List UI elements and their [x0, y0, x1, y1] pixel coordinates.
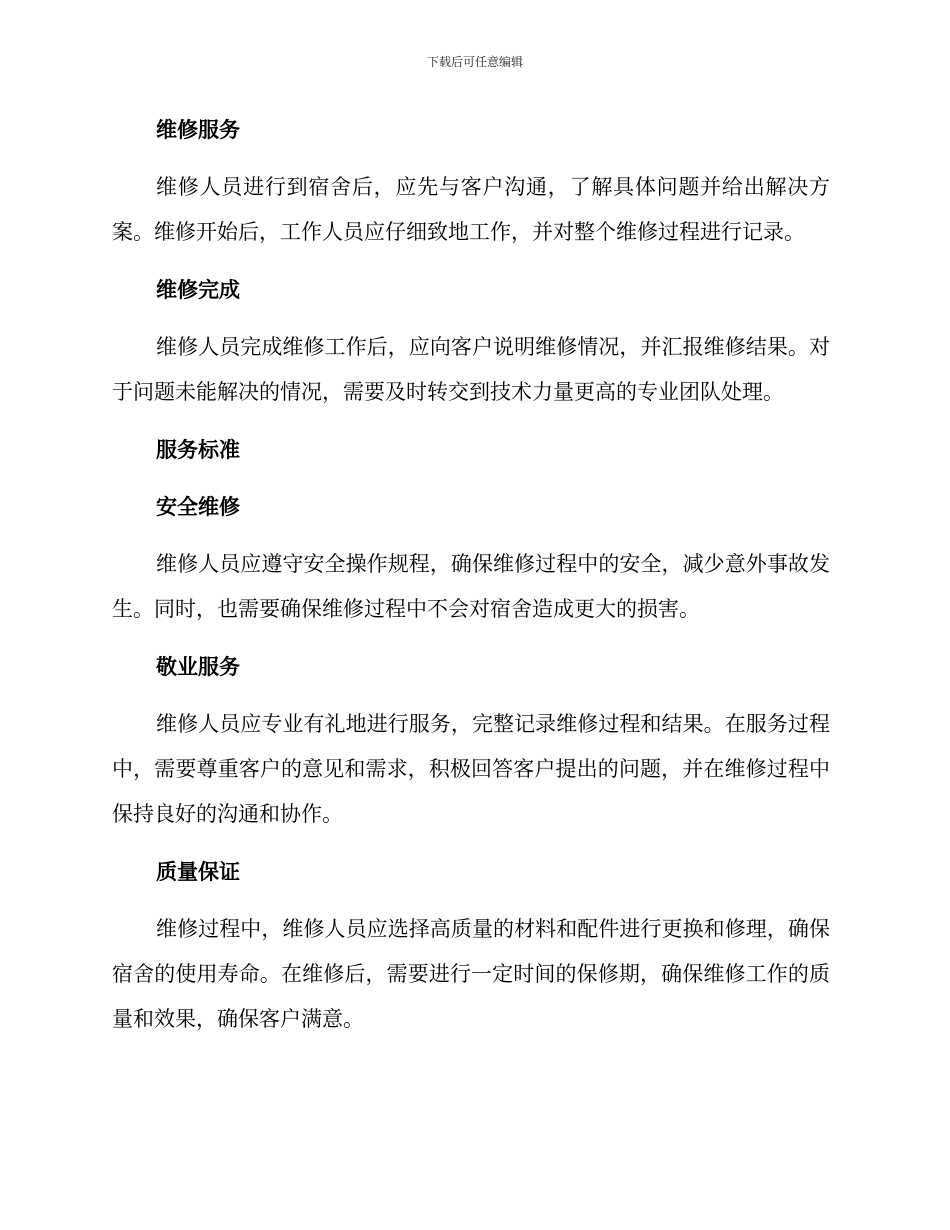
page-header: 下载后可任意编辑 [426, 55, 523, 69]
section-heading-safe-repair: 安全维修 [156, 495, 240, 519]
paragraph-safe-repair: 维修人员应遵守安全操作规程，确保维修过程中的安全，减少意外事故发生。同时，也需要确保维修过程中不会对宿舍造成更大的损害。 [112, 552, 830, 621]
section-heading-repair-service: 维修服务 [156, 118, 240, 142]
paragraph-dedicated-service: 维修人员应专业有礼地进行服务，完整记录维修过程和结果。在服务过程中，需要尊重客户的意见和需求，积极回答客户提出的问题，并在维修过程中保持良好的沟通和协作。 [112, 712, 830, 826]
section-heading-quality-assurance: 质量保证 [156, 860, 240, 884]
section-heading-service-standard: 服务标准 [156, 438, 240, 462]
paragraph-quality-assurance: 维修过程中，维修人员应选择高质量的材料和配件进行更换和修理，确保宿舍的使用寿命。在维修后，需要进行一定时间的保修期，确保维修工作的质量和效果，确保客户满意。 [112, 917, 830, 1031]
paragraph-repair-complete: 维修人员完成维修工作后，应向客户说明维修情况，并汇报维修结果。对于问题未能解决的情况，需要及时转交到技术力量更高的专业团队处理。 [112, 335, 830, 404]
paragraph-repair-service: 维修人员进行到宿舍后，应先与客户沟通，了解具体问题并给出解决方案。维修开始后，工作人员应仔细致地工作，并对整个维修过程进行记录。 [112, 175, 830, 244]
section-heading-dedicated-service: 敬业服务 [156, 655, 240, 679]
section-heading-repair-complete: 维修完成 [156, 278, 240, 302]
document-body [112, 108, 830, 1055]
